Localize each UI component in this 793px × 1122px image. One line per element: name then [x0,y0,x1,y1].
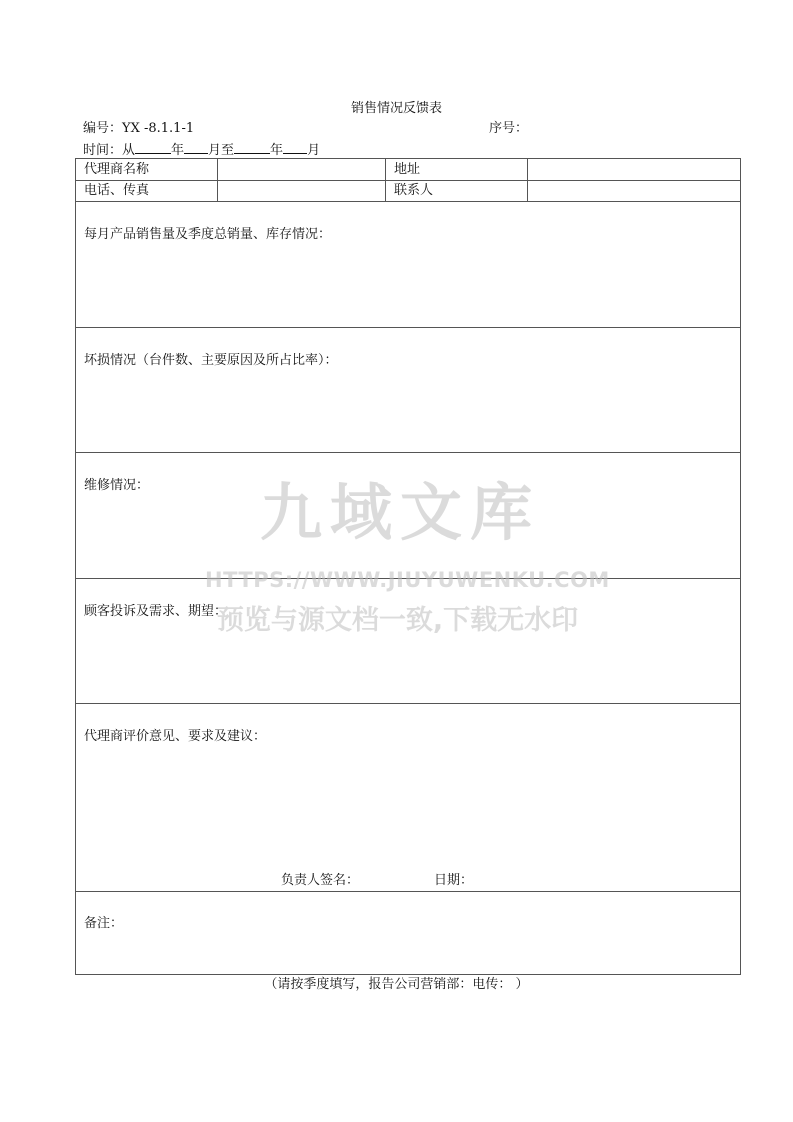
period-year-2: 年 [270,143,284,158]
period-month-end: 月 [307,143,321,158]
date-label: 日期： [434,873,474,888]
repair-label: 维修情况： [84,478,150,493]
phone-fax-field[interactable] [219,181,383,200]
complaints-label: 顾客投诉及需求、期望： [84,604,228,619]
sales-inventory-label: 每月产品销售量及季度总销量、库存情况： [84,227,332,242]
damage-label: 坏损情况（台件数、主要原因及所占比率）： [84,353,338,368]
section-divider [76,452,740,453]
column-divider [217,159,218,202]
form-code: 编号：YX -8.1.1-1 [83,121,195,136]
period-month-to: 月至 [208,143,235,158]
watermark-note: 预览与源文档一致,下载无水印 [216,605,579,636]
agent-feedback-label: 代理商评价意见、要求及建议： [84,729,267,744]
row-divider [76,201,740,202]
address-field[interactable] [529,160,739,179]
start-month-blank[interactable] [184,141,208,154]
watermark-brand: 九域文库 [259,476,540,549]
agent-name-field[interactable] [219,160,383,179]
section-divider [76,327,740,328]
footer-note: （请按季度填写，报告公司营销部：电传： ） [264,977,529,992]
watermark-url: HTTPS://WWW.JIUYUWENKU.COM [205,568,610,592]
column-divider [527,159,528,202]
end-year-blank[interactable] [234,141,270,154]
serial-number-label: 序号： [489,121,529,136]
start-year-blank[interactable] [135,141,171,154]
section-divider [76,703,740,704]
address-label: 地址 [394,162,421,177]
end-month-blank[interactable] [283,141,307,154]
period-year-1: 年 [171,143,185,158]
period-prefix: 时间：从 [83,143,136,158]
phone-fax-label: 电话、传真 [84,183,150,198]
agent-name-label: 代理商名称 [84,162,150,177]
section-divider [76,891,740,892]
form-title: 销售情况反馈表 [350,101,442,116]
signature-label: 负责人签名： [281,873,360,888]
remarks-label: 备注： [84,916,124,931]
contact-label: 联系人 [394,183,434,198]
period-line [83,141,320,159]
contact-field[interactable] [529,181,739,200]
column-divider [385,159,386,202]
